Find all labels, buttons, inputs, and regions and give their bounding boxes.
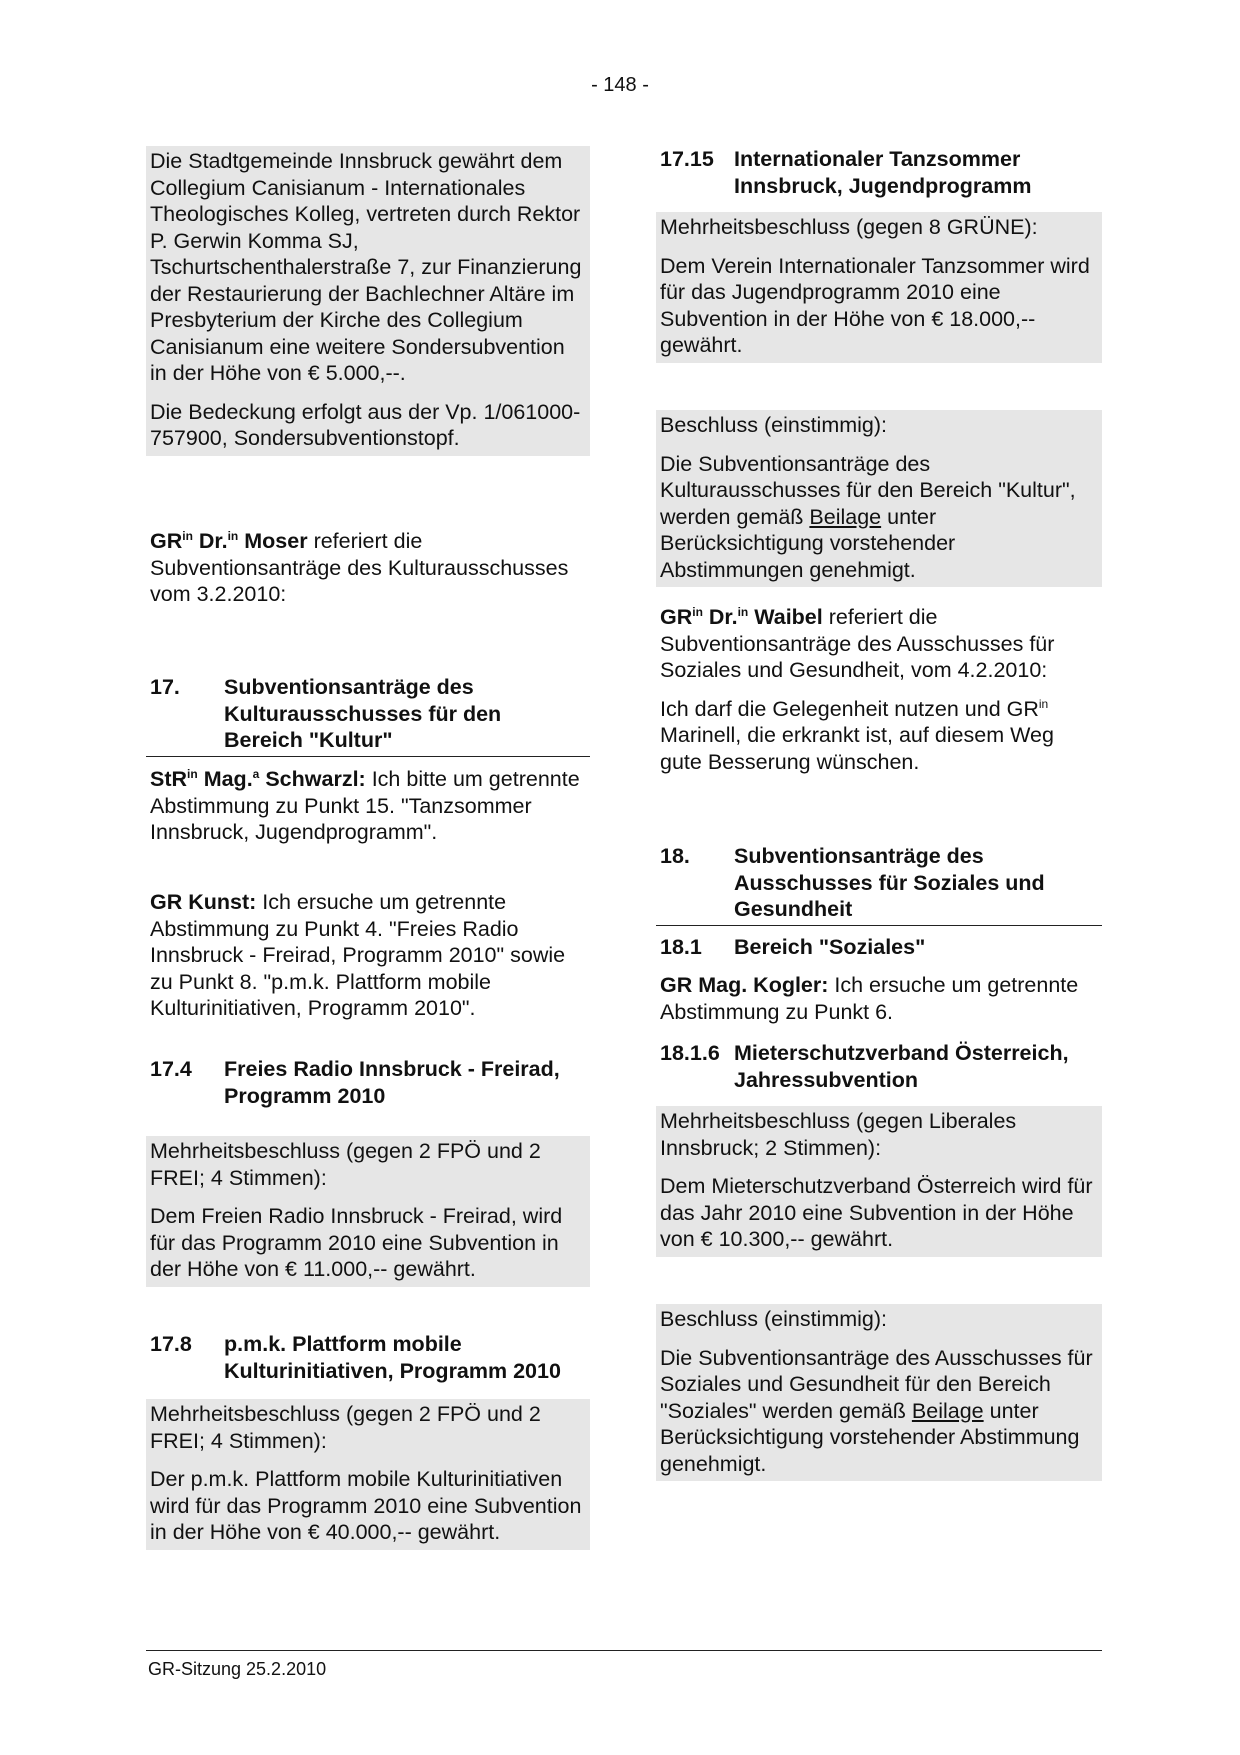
footer-session-label: GR-Sitzung 25.2.2010 [148, 1659, 327, 1679]
kogler-text: Ich ersuche um getrennte Abstimmung zu Punkt 6. [660, 973, 1079, 1024]
page-number: - 148 - [591, 74, 649, 96]
soziales-resolution-text-a: Die Subventionsanträge des Ausschusses für Soziales und Gesundheit für den Bereich "Soziales" werden gemäß [660, 1345, 1093, 1423]
intro-resolution-box [146, 146, 590, 456]
heading-18-1-6-title: Mieterschutzverband Österreich, Jahressubvention [734, 1041, 1069, 1092]
heading-18-1-6 [656, 1040, 1102, 1093]
box-18-1-6 [656, 1106, 1102, 1257]
schwarzl-title: StR [150, 767, 188, 791]
kunst-statement [146, 889, 590, 1022]
box-18-1-6-vote: Mehrheitsbeschluss (gegen Liberales Innsbruck; 2 Stimmen): [660, 1109, 1017, 1160]
heading-17-8 [146, 1331, 590, 1384]
kultur-resolution-text-a: Die Subventionsanträge des Kulturausschusses für den Bereich "Kultur", werden gemäß [660, 451, 1076, 529]
heading-17-15 [656, 146, 1102, 199]
heading-17-title: Subventionsanträge des Kulturausschusses für den Bereich "Kultur" [224, 675, 502, 752]
heading-18-1-title: Bereich "Soziales" [734, 935, 926, 959]
heading-17-4-title: Freies Radio Innsbruck - Freirad, Programm 2010 [224, 1057, 560, 1108]
box-17-4-vote: Mehrheitsbeschluss (gegen 2 FPÖ und 2 FREI; 4 Stimmen): [150, 1139, 541, 1190]
waibel-title-sup: in [692, 604, 703, 619]
waibel-wish-text-b: Marinell, die erkrankt ist, auf diesem Weg gute Besserung wünschen. [660, 723, 1054, 774]
box-17-8-text: Der p.m.k. Plattform mobile Kulturinitiativen wird für das Programm 2010 eine Subvention in der Höhe von € 40.000,-- gewährt. [150, 1467, 582, 1544]
heading-17-15-number: 17.15 [660, 147, 714, 171]
soziales-resolution-text-b: unter Berücksichtigung vorstehender Abstimmung genehmigt. [660, 1398, 1080, 1476]
kogler-name: GR Mag. Kogler: [660, 973, 829, 997]
kunst-name: GR Kunst: [150, 890, 257, 914]
waibel-wish-text-a: Ich darf die Gelegenheit nutzen und GR [660, 696, 1039, 721]
heading-18-1-number: 18.1 [660, 935, 702, 959]
waibel-text: referiert die Subventionsanträge des Ausschusses für Soziales und Gesundheit, vom 4.2.2010: [660, 605, 1055, 682]
moser-dr: Dr. [198, 529, 228, 553]
heading-17 [146, 674, 590, 757]
moser-title-sup: in [182, 528, 193, 543]
moser-title: GR [150, 529, 183, 553]
waibel-wish-sup: in [1038, 696, 1049, 711]
intro-coverage-text: Die Bedeckung erfolgt aus der Vp. 1/061000-757900, Sondersubventionstopf. [150, 399, 581, 450]
schwarzl-statement [146, 766, 590, 846]
box-soziales-resolution [656, 1304, 1102, 1481]
intro-text: Die Stadtgemeinde Innsbruck gewährt dem Collegium Canisianum - Internationales Theologisches Kolleg, vertreten durch Rektor P. Gerwin Komma SJ, Tschurtschenthalerstraße 7, zur Finanzierung der Restaurierung der Bachlechner Altäre im Presbyterium der Kirche des Collegium Canisianum eine weitere Sondersubvention in der Höhe von € 5.000,--. [150, 149, 582, 385]
box-17-4-text: Dem Freien Radio Innsbruck - Freirad, wird für das Programm 2010 eine Subvention in der Höhe von € 11.000,-- gewährt. [150, 1204, 563, 1281]
box-kultur-resolution [656, 410, 1102, 587]
schwarzl-mag: Mag. [203, 767, 253, 791]
moser-text: referiert die Subventionsanträge des Kulturausschusses vom 3.2.2010: [150, 529, 569, 606]
waibel-title: GR [660, 605, 693, 629]
heading-18 [656, 843, 1102, 926]
kultur-beilage-link[interactable]: Beilage [809, 504, 882, 529]
box-17-8-vote: Mehrheitsbeschluss (gegen 2 FPÖ und 2 FREI; 4 Stimmen): [150, 1402, 541, 1453]
heading-17-15-title: Internationaler Tanzsommer Innsbruck, Jugendprogramm [734, 147, 1032, 198]
heading-18-title: Subventionsanträge des Ausschusses für Soziales und Gesundheit [734, 844, 1045, 921]
box-17-15-vote: Mehrheitsbeschluss (gegen 8 GRÜNE): [660, 215, 1038, 239]
box-17-4 [146, 1136, 590, 1287]
heading-18-number: 18. [660, 844, 690, 868]
box-17-8 [146, 1399, 590, 1550]
heading-18-1 [656, 934, 1102, 961]
moser-statement [146, 528, 590, 608]
waibel-statement [656, 604, 1102, 775]
waibel-name: Waibel [754, 605, 823, 629]
waibel-dr-sup: in [737, 604, 749, 619]
waibel-dr: Dr. [708, 605, 738, 629]
soziales-beilage-link[interactable]: Beilage [911, 1398, 984, 1423]
box-17-15-text: Dem Verein Internationaler Tanzsommer wird für das Jugendprogramm 2010 eine Subvention in der Höhe von € 18.000,-- gewährt. [660, 253, 1090, 357]
heading-17-4-number: 17.4 [150, 1057, 192, 1081]
schwarzl-text: Ich bitte um getrennte Abstimmung zu Punkt 15. "Tanzsommer Innsbruck, Jugendprogramm". [150, 767, 580, 844]
heading-17-4 [146, 1056, 590, 1109]
schwarzl-name: Schwarzl: [265, 767, 366, 791]
box-17-15 [656, 212, 1102, 363]
schwarzl-title-sup: in [187, 766, 198, 781]
kogler-statement [656, 972, 1102, 1025]
schwarzl-mag-sup: a [252, 766, 260, 781]
kultur-resolution-vote: Beschluss (einstimmig): [660, 413, 887, 437]
box-18-1-6-text: Dem Mieterschutzverband Österreich wird für das Jahr 2010 eine Subvention in der Höhe von € 10.300,-- gewährt. [660, 1174, 1093, 1251]
heading-18-1-6-number: 18.1.6 [660, 1041, 720, 1065]
heading-17-8-title: p.m.k. Plattform mobile Kulturinitiativen, Programm 2010 [224, 1332, 561, 1383]
footer-divider [146, 1650, 1102, 1651]
heading-17-8-number: 17.8 [150, 1332, 192, 1356]
heading-17-number: 17. [150, 675, 180, 699]
moser-name: Moser [244, 529, 308, 553]
kultur-resolution-text-b: unter Berücksichtigung vorstehender Abstimmungen genehmigt. [660, 504, 956, 582]
kunst-text: Ich ersuche um getrennte Abstimmung zu Punkt 4. "Freies Radio Innsbruck - Freirad, Programm 2010" sowie zu Punkt 8. "p.m.k. Plattform mobile Kulturinitiativen, Programm 2010". [150, 890, 566, 1020]
moser-dr-sup: in [227, 528, 239, 543]
soziales-resolution-vote: Beschluss (einstimmig): [660, 1307, 887, 1331]
